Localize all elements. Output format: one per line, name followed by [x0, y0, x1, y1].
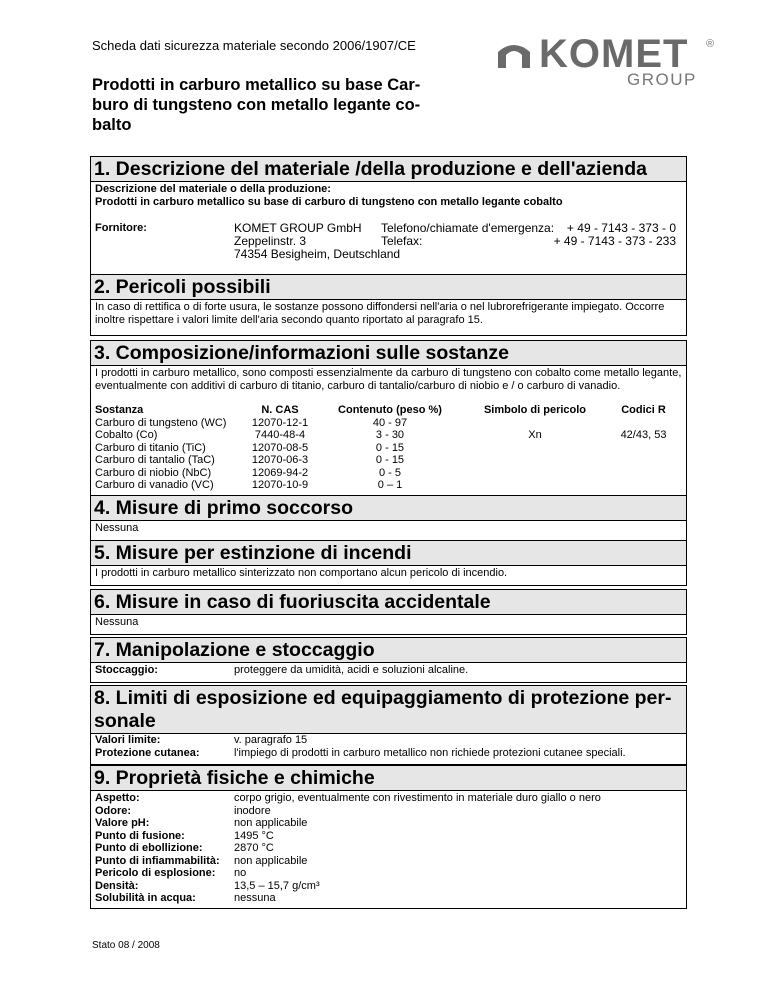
table-cell: 0 - 5: [378, 466, 401, 479]
supplier-label: Fornitore:: [95, 222, 147, 234]
table-cell: 7440-48-4: [254, 429, 306, 441]
table-cell: Carburo di tungsteno (WC): [95, 416, 227, 429]
section-8-title: [90, 685, 687, 734]
property-value: inodore: [234, 804, 271, 817]
property-label: Valore pH:: [95, 817, 150, 829]
property-value: no: [234, 867, 247, 879]
table-cell: [465, 442, 605, 455]
property-row: [95, 855, 682, 868]
supplier-contacts: [381, 222, 676, 248]
footer-date: Stato 08 / 2008: [92, 940, 160, 951]
section-7-body: [90, 662, 687, 683]
table-cell: 0 - 15: [375, 441, 405, 454]
table-row: [95, 429, 682, 442]
property-row: [95, 892, 682, 905]
exposure-label: Valori limite:: [95, 734, 161, 746]
composition-table: [95, 404, 682, 492]
table-cell: 12070-06-3: [251, 454, 309, 466]
composition-header-row: [95, 404, 682, 417]
property-label: Solubilità in acqua:: [95, 892, 196, 904]
table-cell: [465, 479, 605, 492]
section-4-title: 4. Misure di primo soccorso: [90, 495, 687, 521]
table-cell: [465, 467, 605, 480]
property-row: [95, 830, 682, 843]
supplier-street: Zeppelinstr. 3: [234, 234, 307, 248]
table-cell: [605, 442, 682, 455]
supplier-address: [234, 222, 400, 261]
supplier-company: KOMET GROUP GmbH: [234, 221, 362, 235]
table-row: [95, 467, 682, 480]
table-row: [95, 442, 682, 455]
column-header: Contenuto (peso %): [338, 404, 442, 416]
table-cell: Carburo di niobio (NbC): [95, 466, 212, 479]
table-cell: 0 – 1: [377, 479, 403, 491]
section-5-title: 5. Misure per estinzione di incendi: [90, 540, 687, 566]
table-cell: [605, 417, 682, 430]
table-cell: [605, 454, 682, 467]
section-1-title: 1. Descrizione del materiale /della produzione e dell'azienda: [90, 156, 687, 182]
property-value: 13,5 – 15,7 g/cm³: [234, 879, 320, 892]
supplier-block: [95, 222, 682, 262]
accidental-release-text: Nessuna: [95, 616, 139, 628]
table-cell: Carburo di titanio (TiC): [95, 441, 206, 454]
document-header: Scheda dati sicurezza materiale secondo 2006/1907/CE: [92, 38, 416, 53]
property-label: Densità:: [95, 879, 139, 892]
table-cell: 12070-08-5: [251, 441, 309, 454]
column-header: Simbolo di pericolo: [483, 404, 587, 416]
table-cell: 12070-10-9: [251, 479, 309, 491]
product-title-line: balto: [92, 116, 132, 134]
table-cell: [465, 454, 605, 467]
exposure-row: [95, 747, 682, 760]
section-6-title: 6. Misure in caso di fuoriuscita accidentale: [90, 589, 687, 615]
section-3-body: [90, 365, 687, 501]
exposure-row: [95, 734, 682, 747]
property-row: [95, 880, 682, 893]
table-cell: [605, 467, 682, 480]
phone-label: Telefono/chiamate d'emergenza:: [381, 221, 555, 235]
property-value: 2870 °C: [234, 842, 274, 854]
table-row: [95, 417, 682, 430]
product-title-line: buro di tungsteno con metallo legante co-: [92, 96, 421, 114]
komet-logo: [496, 32, 726, 96]
table-cell: Carburo di tantalio (TaC): [95, 454, 215, 466]
table-row: [95, 454, 682, 467]
section-9-body: [90, 790, 687, 909]
table-cell: 0 - 15: [375, 454, 405, 466]
property-row: [95, 842, 682, 855]
storage-label: Stoccaggio:: [95, 664, 158, 676]
section-7-title: 7. Manipolazione e stoccaggio: [90, 637, 687, 663]
exposure-value: l'impiego di prodotti in carburo metallico non richiede protezioni cutanee speciali.: [234, 746, 626, 759]
section-3-title: 3. Composizione/informazioni sulle sostanze: [90, 340, 687, 366]
table-cell: [605, 479, 682, 492]
table-cell: 12070-12-1: [251, 416, 309, 429]
section-2-title: 2. Pericoli possibili: [90, 274, 687, 300]
table-cell: Carburo di vanadio (VC): [95, 479, 214, 491]
table-cell: 12069-94-2: [251, 466, 309, 479]
property-value: non applicabile: [234, 854, 308, 867]
logo-wordmark: KOMET: [539, 32, 689, 76]
section-5-body: [90, 565, 687, 586]
section-1-body: [90, 181, 687, 278]
property-label: Pericolo di esplosione:: [95, 867, 216, 879]
first-aid-text: Nessuna: [95, 522, 139, 534]
property-value: non applicabile: [234, 817, 308, 829]
hazard-text-line: In caso di rettifica o di forte usura, le sostanze possono diffondersi nell'aria o nel lubrorefrigerante impiegato. Occorre: [95, 301, 665, 313]
table-cell: Xn: [528, 429, 542, 441]
composition-intro-line: eventualmente con additivi di carburo di titanio, carburo di tantalio/carburo di niobio e / o carburo di vanadio.: [95, 379, 621, 392]
fax-number: + 49 - 7143 - 373 - 233: [553, 234, 676, 248]
section-2-body: [90, 299, 687, 336]
table-cell: 40 - 97: [372, 416, 408, 429]
section-8-title-line: sonale: [94, 710, 156, 732]
fire-fighting-text: I prodotti in carburo metallico sinterizzato non comportano alcun pericolo di incendio.: [95, 567, 508, 579]
section-9-title: 9. Proprietà fisiche e chimiche: [90, 765, 687, 791]
property-row: [95, 817, 682, 830]
composition-intro-line: I prodotti in carburo metallico, sono composti essenzialmente da carburo di tungsteno con cobalto come metallo legante,: [95, 367, 682, 379]
supplier-city: 74354 Besigheim, Deutschland: [234, 247, 401, 261]
column-header: N. CAS: [261, 404, 299, 416]
table-cell: Cobalto (Co): [95, 429, 158, 441]
table-row: [95, 479, 682, 492]
logo-group-text: GROUP: [627, 70, 697, 89]
property-label: Punto di fusione:: [95, 829, 185, 842]
section-8-body: [90, 732, 687, 765]
property-value: 1495 °C: [234, 829, 274, 842]
property-row: [95, 867, 682, 880]
registered-mark: ®: [706, 38, 715, 50]
logo-mark-icon: [496, 38, 532, 70]
product-title: [92, 75, 452, 135]
table-cell: 3 - 30: [375, 429, 405, 441]
section-4-body: [90, 520, 687, 541]
exposure-value: v. paragrafo 15: [234, 734, 308, 746]
material-description-value: Prodotti in carburo metallico su base di carburo di tungsteno con metallo legante cobalto: [95, 195, 563, 208]
phone-number: + 49 - 7143 - 373 - 0: [566, 221, 676, 235]
material-description-label: Descrizione del materiale o della produzione:: [95, 183, 331, 195]
hazard-text-line: inoltre rispettare i valori limite dell'aria secondo quanto riportato al paragrafo 15.: [95, 313, 483, 326]
table-cell: 42/43, 53: [620, 429, 667, 441]
column-header: Sostanza: [95, 404, 144, 416]
property-label: Odore:: [95, 804, 132, 817]
storage-value: proteggere da umidità, acidi e soluzioni alcaline.: [234, 664, 469, 676]
property-row: [95, 792, 682, 805]
property-label: Punto di infiammabilità:: [95, 854, 220, 867]
fax-label: Telefax:: [381, 234, 423, 248]
product-title-line: Prodotti in carburo metallico su base Car-: [92, 76, 421, 94]
column-header: Codici R: [621, 404, 666, 416]
property-value: nessuna: [234, 892, 276, 904]
section-8-title-line: 8. Limiti di esposizione ed equipaggiamento di protezione per-: [94, 687, 672, 709]
section-6-body: [90, 614, 687, 635]
exposure-label: Protezione cutanea:: [95, 746, 200, 759]
property-row: [95, 805, 682, 818]
property-value: corpo grigio, eventualmente con rivestimento in materiale duro giallo o nero: [234, 792, 601, 804]
property-label: Aspetto:: [95, 792, 140, 804]
property-label: Punto di ebollizione:: [95, 842, 203, 854]
table-cell: [465, 417, 605, 430]
